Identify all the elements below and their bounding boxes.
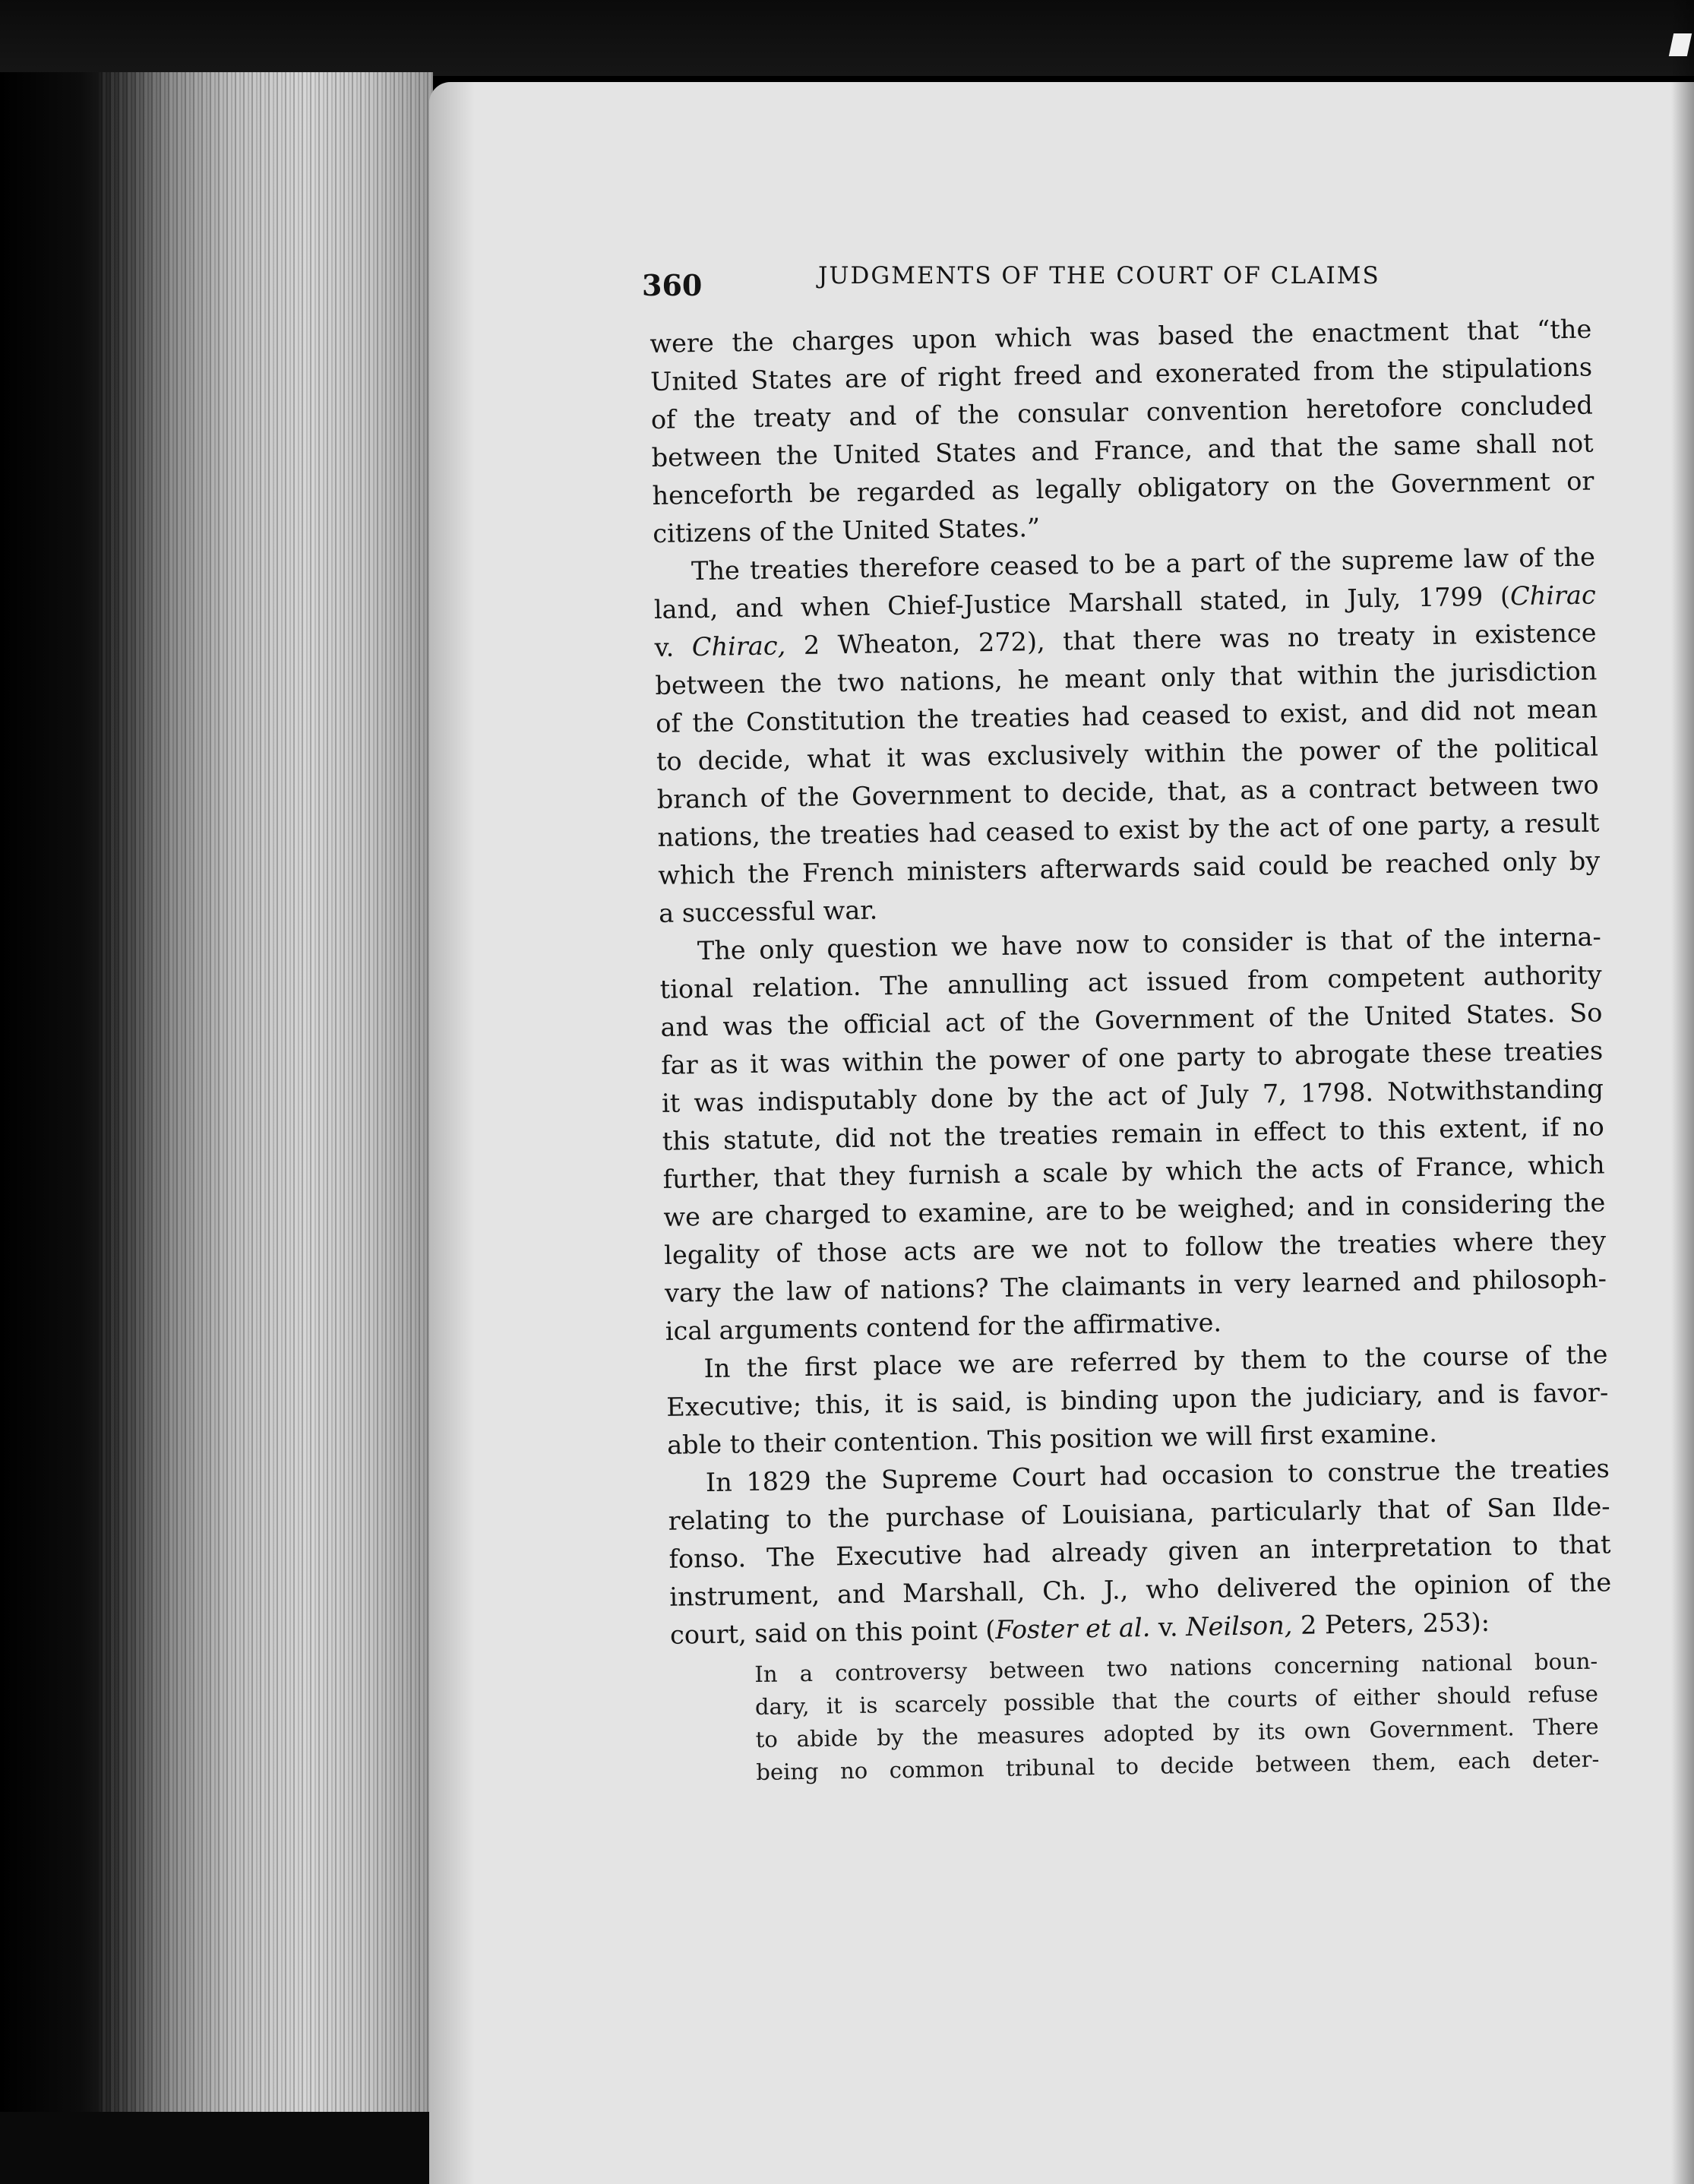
block-quote xyxy=(754,1645,1600,1789)
text-line: In the first place we are referred by them to the course of the xyxy=(703,1339,1608,1384)
text-line: it was indisputably done by the act of July 7, 1798. Notwithstanding xyxy=(661,1073,1604,1118)
page-curl-shadow xyxy=(429,82,475,2184)
quote-line: to abide by the measures adopted by its own Government. There xyxy=(755,1713,1599,1753)
scan-top-border xyxy=(0,0,1694,76)
text-line: nations, the treaties had ceased to exist by the act of one party, a result xyxy=(657,808,1600,852)
text-line: relating to the purchase of Louisiana, particularly that of San Ilde- xyxy=(668,1491,1610,1536)
text-line: The only question we have now to consider is that of the interna- xyxy=(697,921,1602,966)
text-line: of the treaty and of the consular convention heretofore concluded xyxy=(650,390,1594,435)
text-line: able to their contention. This position we will first examine. xyxy=(666,1418,1438,1460)
text-line: citizens of the United States.” xyxy=(653,512,1041,548)
page-header xyxy=(642,262,1402,308)
case-name: Chirac, xyxy=(691,631,786,662)
text-line: we are charged to examine, are to be weighed; and in considering the xyxy=(663,1187,1606,1232)
text-fragment: 2 Wheaton, 272), that there was no treaty in existence xyxy=(803,618,1597,660)
quote-line: being no common tribunal to decide between them, each deter- xyxy=(756,1746,1600,1785)
text-line: henceforth be regarded as legally obligatory on the Government or xyxy=(652,466,1594,510)
text-line: Executive; this, it is said, is binding upon the judiciary, and is favor- xyxy=(666,1377,1609,1422)
scan-bottom-border xyxy=(0,2112,471,2184)
quote-line: In a controversy between two nations concerning national boun- xyxy=(754,1648,1598,1687)
quote-line: dary, it is scarcely possible that the courts of either should refuse xyxy=(754,1680,1599,1720)
text-line: were the charges upon which was based the enactment that “the xyxy=(649,314,1592,359)
text-line: far as it was within the power of one party to abrogate these treaties xyxy=(661,1035,1604,1080)
running-title: JUDGMENTS OF THE COURT OF CLAIMS xyxy=(818,262,1380,289)
body-text xyxy=(649,311,1612,1655)
text-line: this statute, did not the treaties remain in effect to this extent, if no xyxy=(662,1111,1605,1156)
case-name: Foster et al. xyxy=(995,1612,1151,1645)
page-number: 360 xyxy=(642,268,703,302)
text-line: tional relation. The annulling act issued from competent authority xyxy=(659,959,1602,1004)
text-line: vary the law of nations? The claimants in very learned and philosoph- xyxy=(664,1263,1607,1308)
book-gutter-shadow xyxy=(0,72,114,2184)
text-fragment: land, and when Chief-Justice Marshall stated, in July, 1799 ( xyxy=(653,581,1511,624)
text-line: to decide, what it was exclusively within the power of the political xyxy=(656,732,1599,776)
text-line: United States are of right freed and exonerated from the stipulations xyxy=(649,352,1593,397)
text-line: between the two nations, he meant only that within the jurisdiction xyxy=(655,656,1598,700)
scan-right-edge xyxy=(1671,0,1694,2184)
text-fragment: v. xyxy=(654,632,675,662)
text-line: of the Constitution the treaties had ceased to exist, and did not mean xyxy=(655,694,1598,738)
case-name: Chirac xyxy=(1509,580,1597,612)
text-line: legality of those acts are we not to follow the treaties where they xyxy=(663,1225,1607,1270)
text-fragment: v. xyxy=(1158,1612,1178,1642)
text-line: which the French ministers afterwards said could be reached only by xyxy=(658,845,1601,890)
text-line: between the United States and France, and that the same shall not xyxy=(651,428,1594,473)
text-line: fonso. The Executive had already given an interpretation to that xyxy=(668,1529,1611,1574)
text-line: branch of the Government to decide, that, as a contract between two xyxy=(656,770,1599,814)
text-line: and was the official act of the Government of the United States. So xyxy=(660,997,1603,1042)
text-line: a successful war. xyxy=(658,895,878,928)
text-line: The treaties therefore ceased to be a part of the supreme law of the xyxy=(691,542,1596,586)
text-line: instrument, and Marshall, Ch. J., who delivered the opinion of the xyxy=(668,1567,1612,1612)
text-fragment: court, said on this point ( xyxy=(669,1615,996,1650)
text-fragment: 2 Peters, 253): xyxy=(1300,1607,1490,1640)
text-line: ical arguments contend for the affirmative. xyxy=(665,1307,1222,1346)
text-line: In 1829 the Supreme Court had occasion to construe the treaties xyxy=(705,1453,1610,1498)
text-line: further, that they furnish a scale by which the acts of France, which xyxy=(662,1149,1605,1194)
case-name: Neilson, xyxy=(1185,1610,1293,1642)
book-page-edges xyxy=(99,72,433,2123)
